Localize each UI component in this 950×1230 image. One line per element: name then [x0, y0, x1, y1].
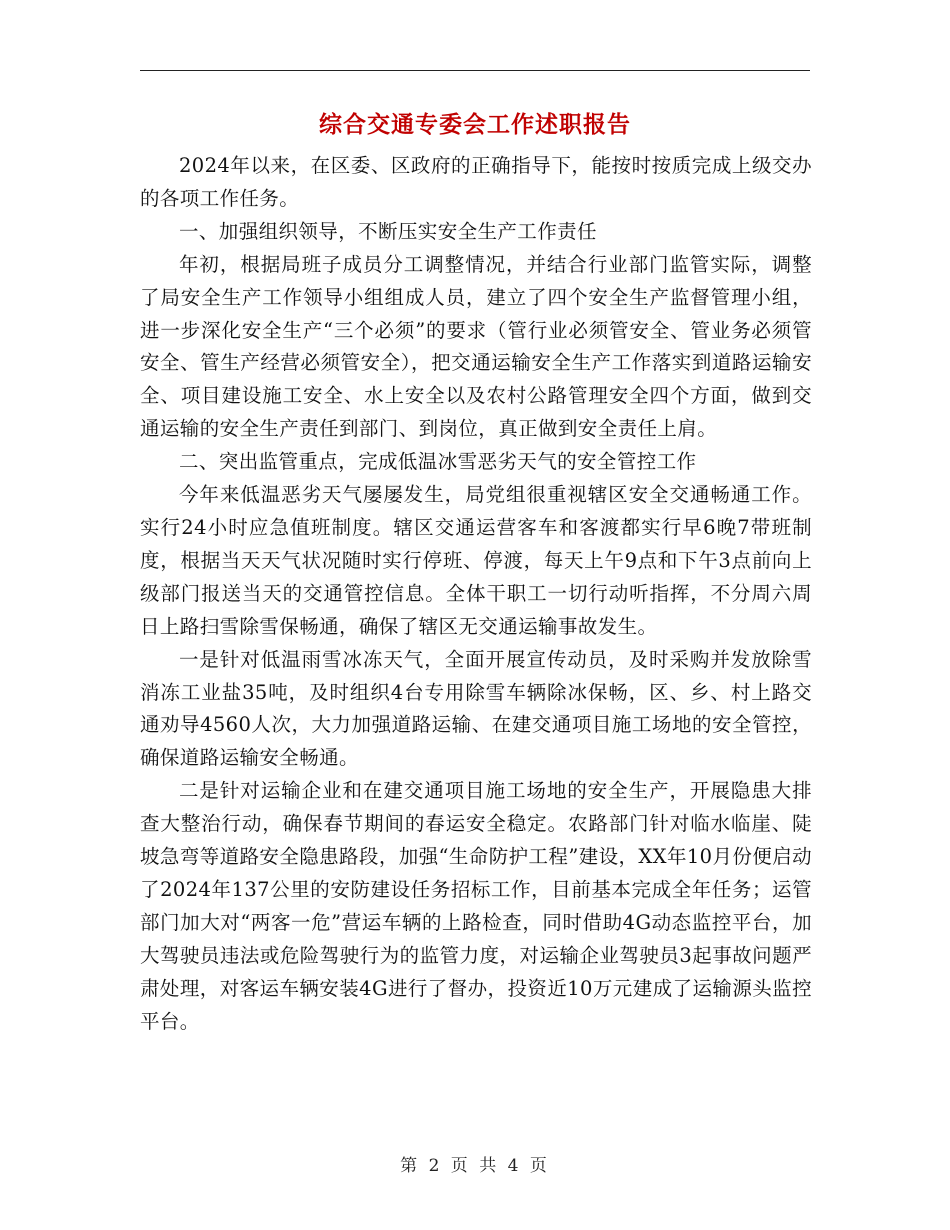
- section-1-paragraph: 年初，根据局班子成员分工调整情况，并结合行业部门监管实际，调整了局安全生产工作领导小组组成人员，建立了四个安全生产监督管理小组，进一步深化安全生产“三个必须”的要求（管行业必须管安全、管业务必须管安全、管生产经营必须管安全），把交通运输安全生产工作落实到道路运输安全、项目建设施工安全、水上安全以及农村公路管理安全四个方面，做到交通运输的安全生产责任到部门、到岗位，真正做到安全责任上肩。: [140, 252, 812, 441]
- section-2-paragraph: 今年来低温恶劣天气屡屡发生，局党组很重视辖区安全交通畅通工作。实行24小时应急值班制度。辖区交通运营客车和客渡都实行早6晚7带班制度，根据当天天气状况随时实行停班、停渡，每天上午9点和下午3点前向上级部门报送当天的交通管控信息。全体干职工一切行动听指挥，不分周六周日上路扫雪除雪保畅通，确保了辖区无交通运输事故发生。: [140, 483, 812, 638]
- header-rule: [140, 70, 810, 71]
- intro-paragraph: 2024年以来，在区委、区政府的正确指导下，能按时按质完成上级交办的各项工作任务。: [140, 154, 812, 210]
- section-heading-2: 二、突出监管重点，完成低温冰雪恶劣天气的安全管控工作: [179, 450, 697, 474]
- section-2-item-1: 一是针对低温雨雪冰冻天气，全面开展宣传动员，及时采购并发放除雪消冻工业盐35吨，及时组织4台专用除雪车辆除冰保畅，区、乡、村上路交通劝导4560人次，大力加强道路运输、在建交通项目施工场地的安全管控，确保道路运输安全畅通。: [140, 647, 812, 770]
- section-heading-1: 一、加强组织领导，不断压实安全生产工作责任: [179, 219, 597, 243]
- page-number: 第 2 页 共 4 页: [400, 1156, 550, 1176]
- section-2-item-2: 二是针对运输企业和在建交通项目施工场地的安全生产，开展隐患大排查大整治行动，确保春节期间的春运安全稳定。农路部门针对临水临崖、陡坡急弯等道路安全隐患路段，加强“生命防护工程”建设，XX年10月份便启动了2024年137公里的安防建设任务招标工作，目前基本完成全年任务；运管部门加大对“两客一危”营运车辆的上路检查，同时借助4G动态监控平台，加大驾驶员违法或危险驾驶行为的监管力度，对运输企业驾驶员3起事故问题严肃处理，对客运车辆安装4G进行了督办，投资近10万元建成了运输源头监控平台。: [140, 779, 812, 1033]
- document-body: [140, 150, 812, 1038]
- document-title: 综合交通专委会工作述职报告: [319, 111, 631, 138]
